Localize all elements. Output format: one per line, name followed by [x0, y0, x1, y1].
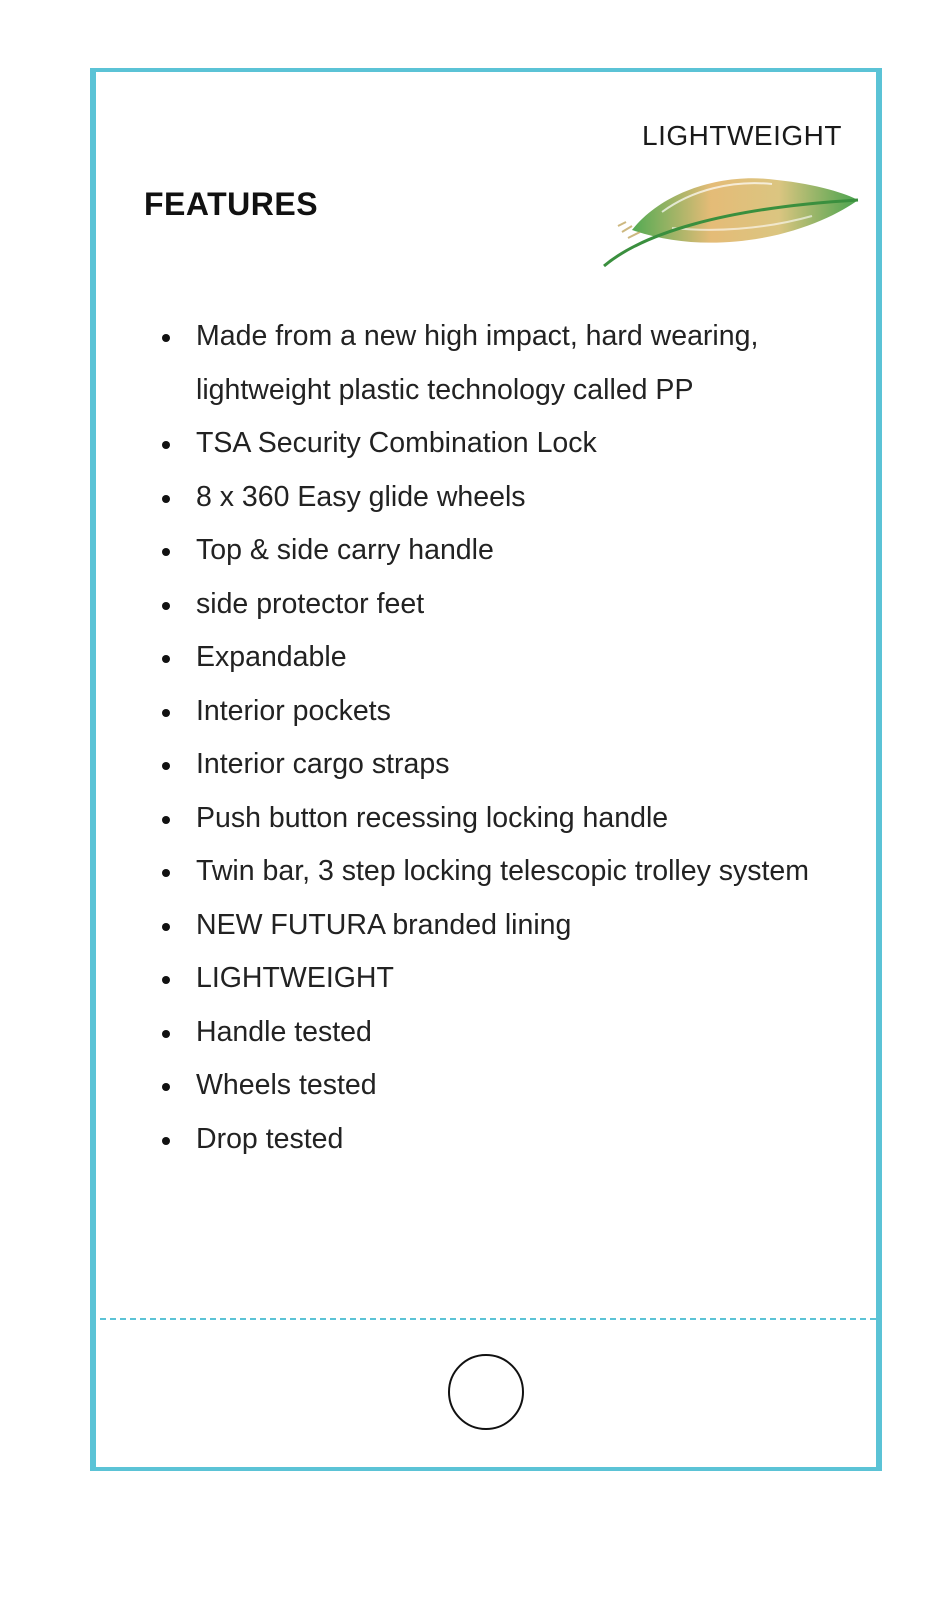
list-item: Expandable	[148, 631, 828, 685]
product-tag-card	[90, 68, 882, 1471]
list-item: Wheels tested	[148, 1059, 828, 1113]
list-item: Top & side carry handle	[148, 524, 828, 578]
features-heading: FEATURES	[144, 186, 319, 222]
list-item: Drop tested	[148, 1113, 828, 1167]
list-item: 8 x 360 Easy glide wheels	[148, 471, 828, 525]
hang-hole	[448, 1354, 524, 1430]
list-item: LIGHTWEIGHT	[148, 952, 828, 1006]
list-item: Handle tested	[148, 1006, 828, 1060]
list-item: TSA Security Combination Lock	[148, 417, 828, 471]
feather-icon	[602, 172, 860, 268]
list-item: side protector feet	[148, 578, 828, 632]
list-item: Interior pockets	[148, 685, 828, 739]
features-list	[148, 310, 828, 1166]
list-item: Push button recessing locking handle	[148, 792, 828, 846]
list-item: Made from a new high impact, hard wearing, lightweight plastic technology called PP	[148, 310, 828, 417]
perforation-line	[100, 1318, 876, 1320]
list-item: Twin bar, 3 step locking telescopic trolley system	[148, 845, 828, 899]
list-item: NEW FUTURA branded lining	[148, 899, 828, 953]
lightweight-badge-label: LIGHTWEIGHT	[642, 120, 842, 151]
list-item: Interior cargo straps	[148, 738, 828, 792]
